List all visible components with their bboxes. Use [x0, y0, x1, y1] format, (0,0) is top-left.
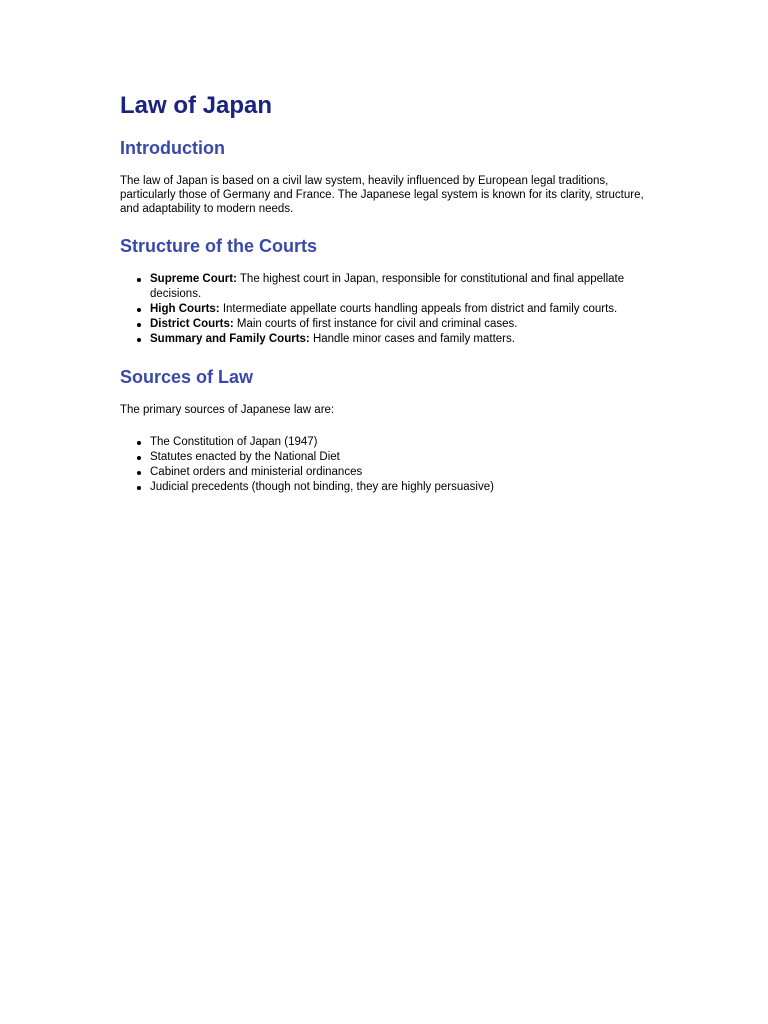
court-term: High Courts:	[150, 303, 220, 315]
list-item: The Constitution of Japan (1947)	[150, 435, 648, 450]
court-term: Supreme Court:	[150, 273, 237, 285]
list-item: Judicial precedents (though not binding, they are highly persuasive)	[150, 480, 648, 495]
court-description: Handle minor cases and family matters.	[309, 333, 515, 345]
page-title: Law of Japan	[120, 92, 273, 119]
list-item: Statutes enacted by the National Diet	[150, 450, 648, 465]
court-term: Summary and Family Courts:	[150, 333, 310, 345]
list-item	[150, 317, 648, 332]
introduction-paragraph: The law of Japan is based on a civil law system, heavily influenced by European legal traditions, particularly those of Germany and France. The Japanese legal system is known for its clarity, structure, and adaptability to modern needs.	[120, 175, 644, 215]
list-item: Cabinet orders and ministerial ordinances	[150, 465, 648, 480]
section-heading-courts: Structure of the Courts	[120, 236, 318, 256]
list-item	[150, 332, 648, 347]
courts-list	[120, 272, 648, 347]
court-description: The highest court in Japan, responsible for constitutional and final appellate decisions.	[150, 273, 625, 300]
list-item	[150, 272, 648, 302]
sources-intro: The primary sources of Japanese law are:	[120, 404, 335, 416]
court-description: Intermediate appellate courts handling appeals from district and family courts.	[219, 303, 618, 315]
section-heading-introduction: Introduction	[120, 138, 225, 158]
sources-list	[120, 435, 648, 495]
list-item	[150, 302, 648, 317]
court-description: Main courts of first instance for civil and criminal cases.	[233, 318, 518, 330]
section-heading-sources: Sources of Law	[120, 367, 254, 387]
court-term: District Courts:	[150, 318, 234, 330]
